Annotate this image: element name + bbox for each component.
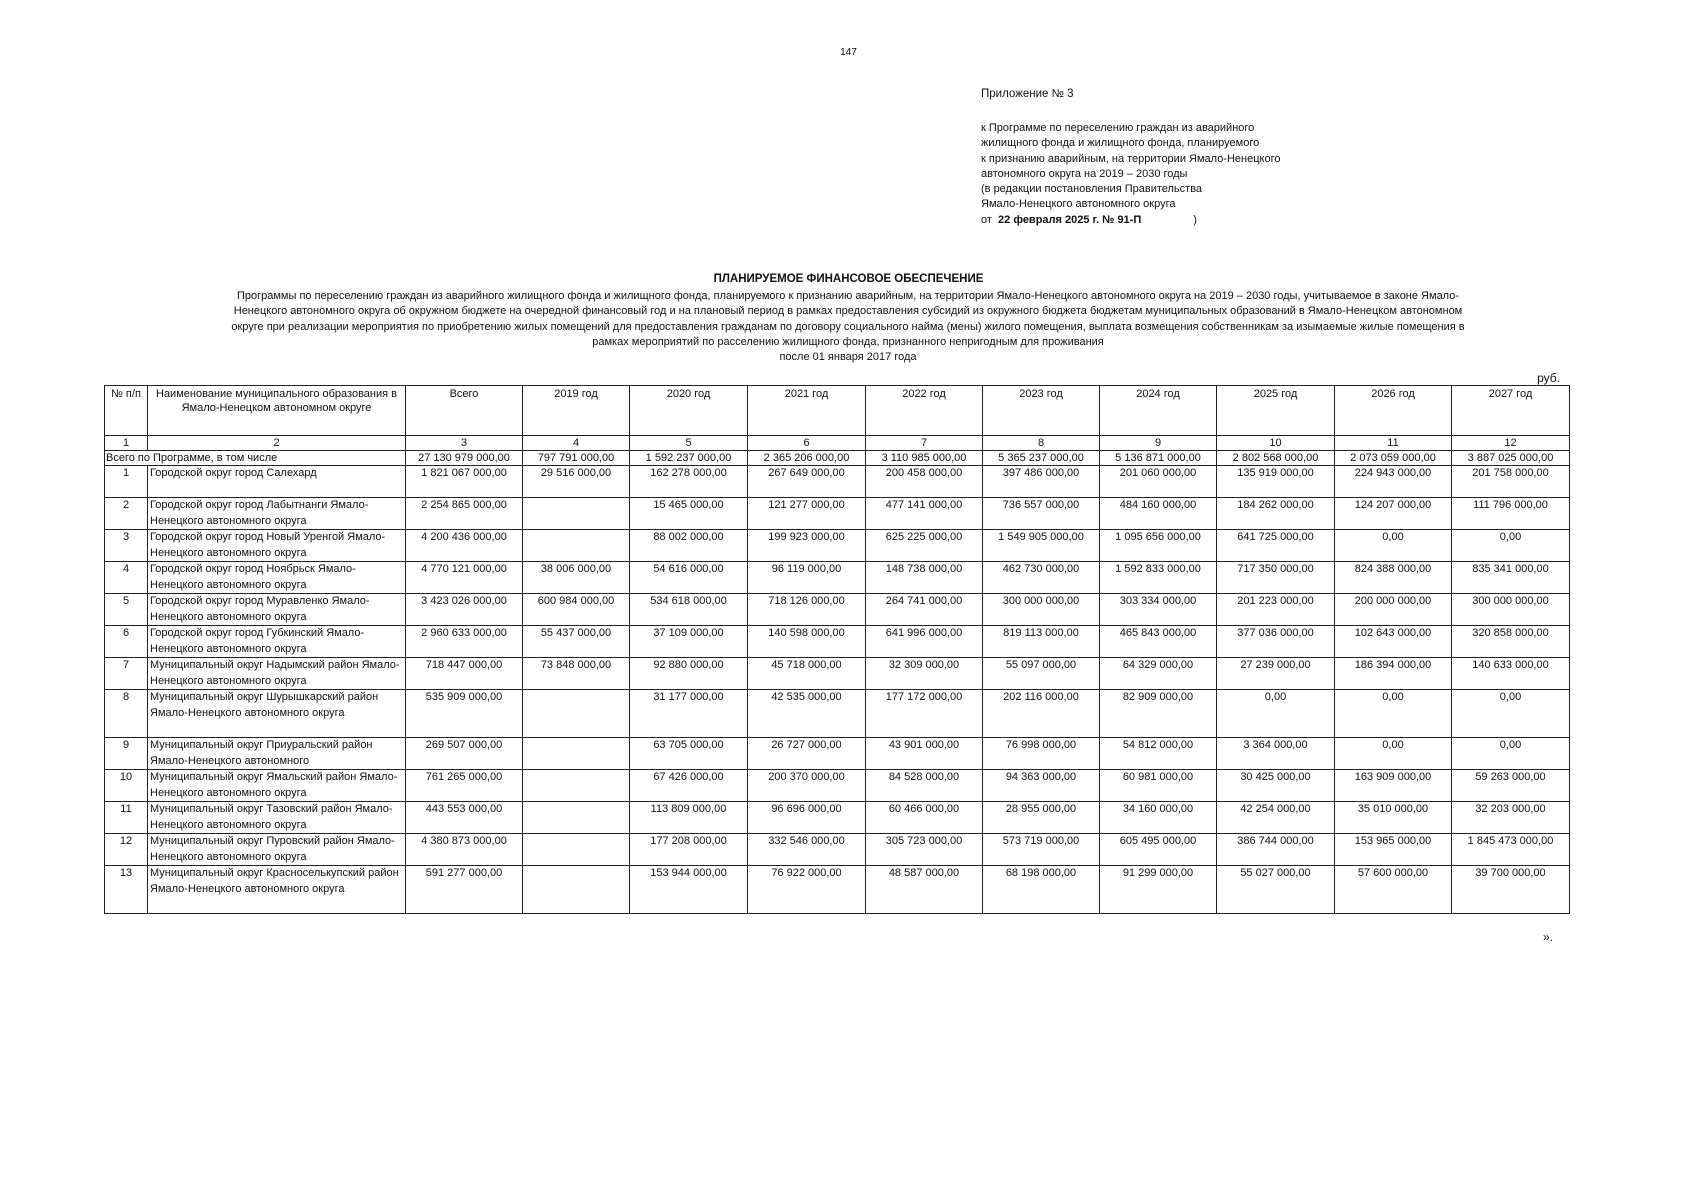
amount-cell: 102 643 000,00 [1335,626,1452,658]
table-row [105,530,1570,562]
total-value: 2 073 059 000,00 [1335,451,1452,466]
column-number: 10 [1217,436,1335,451]
resolution-date: 22 февраля 2025 г. № 91-П [998,213,1142,226]
amount-cell: 148 738 000,00 [866,562,983,594]
subtitle-line: округе при реализации мероприятия по приобретению жилых помещений для предоставления гражданам по договору социального найма (мены) жилого помещения, выплата возмещения собственникам за изымаемые жилые помещения в [231,320,1465,333]
document-title: ПЛАНИРУЕМОЕ ФИНАНСОВОЕ ОБЕСПЕЧЕНИЕ [713,273,984,285]
end-mark: ». [1543,930,1554,944]
amount-cell: 573 719 000,00 [983,834,1100,866]
amount-cell: 34 160 000,00 [1100,802,1217,834]
amount-cell: 443 553 000,00 [406,802,523,834]
amount-cell: 113 809 000,00 [630,802,748,834]
column-number: 3 [406,436,523,451]
table-row [105,562,1570,594]
table-row [105,690,1570,738]
amount-cell: 92 880 000,00 [630,658,748,690]
amount-cell: 397 486 000,00 [983,466,1100,498]
amount-cell: 82 909 000,00 [1100,690,1217,738]
amount-cell: 177 172 000,00 [866,690,983,738]
column-number: 12 [1452,436,1570,451]
header-row [105,386,1570,436]
page-number: 147 [840,47,857,58]
amount-cell: 534 618 000,00 [630,594,748,626]
amount-cell: 200 458 000,00 [866,466,983,498]
row-number: 9 [105,738,148,770]
amount-cell: 55 027 000,00 [1217,866,1335,914]
amount-cell: 1 095 656 000,00 [1100,530,1217,562]
currency-unit: руб. [1537,371,1560,385]
amount-cell: 535 909 000,00 [406,690,523,738]
amount-cell: 305 723 000,00 [866,834,983,866]
amount-cell: 386 744 000,00 [1217,834,1335,866]
row-number: 13 [105,866,148,914]
amount-cell: 819 113 000,00 [983,626,1100,658]
municipality-name: Городской округ город Муравленко Ямало-Ненецкого автономного округа [148,594,406,626]
amount-cell: 42 254 000,00 [1217,802,1335,834]
amount-cell [523,690,630,738]
amount-cell: 38 006 000,00 [523,562,630,594]
municipality-name: Муниципальный округ Ямальский район Ямало-Ненецкого автономного округа [148,770,406,802]
total-value: 5 365 237 000,00 [983,451,1100,466]
amount-cell: 761 265 000,00 [406,770,523,802]
appendix-title: Приложение № 3 [981,88,1074,100]
amount-cell: 76 922 000,00 [748,866,866,914]
amount-cell: 0,00 [1452,738,1570,770]
total-row [105,451,1570,466]
amount-cell: 1 821 067 000,00 [406,466,523,498]
amount-cell: 162 278 000,00 [630,466,748,498]
amount-cell: 48 587 000,00 [866,866,983,914]
amount-cell: 88 002 000,00 [630,530,748,562]
amount-cell: 0,00 [1335,738,1452,770]
amount-cell: 462 730 000,00 [983,562,1100,594]
amount-cell: 4 770 121 000,00 [406,562,523,594]
amount-cell: 124 207 000,00 [1335,498,1452,530]
total-value: 3 887 025 000,00 [1452,451,1570,466]
appendix-line: (в редакции постановления Правительства [981,183,1203,196]
amount-cell: 26 727 000,00 [748,738,866,770]
amount-cell: 39 700 000,00 [1452,866,1570,914]
amount-cell: 54 812 000,00 [1100,738,1217,770]
amount-cell: 84 528 000,00 [866,770,983,802]
municipality-name: Городской округ город Губкинский Ямало-Ненецкого автономного округа [148,626,406,658]
amount-cell: 641 996 000,00 [866,626,983,658]
municipality-name: Муниципальный округ Надымский район Ямало-Ненецкого автономного округа [148,658,406,690]
column-number: 7 [866,436,983,451]
amount-cell: 267 649 000,00 [748,466,866,498]
amount-cell: 0,00 [1335,530,1452,562]
municipality-name: Муниципальный округ Красноселькупский район Ямало-Ненецкого автономного округа [148,866,406,914]
amount-cell: 200 370 000,00 [748,770,866,802]
column-number-row [105,436,1570,451]
amount-cell [523,866,630,914]
document-subtitle [110,289,1586,365]
amount-cell: 67 426 000,00 [630,770,748,802]
amount-cell: 3 423 026 000,00 [406,594,523,626]
amount-cell: 68 198 000,00 [983,866,1100,914]
column-number: 5 [630,436,748,451]
amount-cell: 477 141 000,00 [866,498,983,530]
amount-cell [523,530,630,562]
row-number: 7 [105,658,148,690]
resolution-date-line [981,213,1280,228]
table-row [105,802,1570,834]
amount-cell: 0,00 [1452,690,1570,738]
total-value: 797 791 000,00 [523,451,630,466]
municipality-name: Городской округ город Новый Уренгой Ямало-Ненецкого автономного округа [148,530,406,562]
amount-cell: 300 000 000,00 [983,594,1100,626]
appendix-line: к Программе по переселению граждан из аварийного [981,122,1255,134]
amount-cell: 303 334 000,00 [1100,594,1217,626]
appendix-line: Ямало-Ненецкого автономного округа [981,198,1176,211]
row-number: 1 [105,466,148,498]
amount-cell: 320 858 000,00 [1452,626,1570,658]
header-cell: 2027 год [1452,386,1570,436]
municipality-name: Городской округ город Салехард [148,466,406,498]
amount-cell: 55 097 000,00 [983,658,1100,690]
amount-cell: 736 557 000,00 [983,498,1100,530]
amount-cell: 0,00 [1217,690,1335,738]
amount-cell: 332 546 000,00 [748,834,866,866]
amount-cell: 484 160 000,00 [1100,498,1217,530]
amount-cell: 28 955 000,00 [983,802,1100,834]
header-cell: 2024 год [1100,386,1217,436]
header-cell: 2021 год [748,386,866,436]
amount-cell: 377 036 000,00 [1217,626,1335,658]
row-number: 8 [105,690,148,738]
amount-cell: 45 718 000,00 [748,658,866,690]
amount-cell: 64 329 000,00 [1100,658,1217,690]
amount-cell: 1 845 473 000,00 [1452,834,1570,866]
amount-cell: 2 254 865 000,00 [406,498,523,530]
column-number: 9 [1100,436,1217,451]
amount-cell: 641 725 000,00 [1217,530,1335,562]
appendix-line: автономного округа на 2019 – 2030 годы [981,167,1188,180]
amount-cell: 43 901 000,00 [866,738,983,770]
amount-cell: 57 600 000,00 [1335,866,1452,914]
date-prefix: от [981,213,992,226]
column-number: 1 [105,436,148,451]
amount-cell: 300 000 000,00 [1452,594,1570,626]
amount-cell: 200 000 000,00 [1335,594,1452,626]
amount-cell: 1 592 833 000,00 [1100,562,1217,594]
appendix-line: жилищного фонда и жилищного фонда, планируемого [981,137,1260,150]
total-value: 2 365 206 000,00 [748,451,866,466]
amount-cell: 27 239 000,00 [1217,658,1335,690]
amount-cell: 32 309 000,00 [866,658,983,690]
amount-cell: 37 109 000,00 [630,626,748,658]
amount-cell: 32 203 000,00 [1452,802,1570,834]
amount-cell: 140 598 000,00 [748,626,866,658]
amount-cell: 163 909 000,00 [1335,770,1452,802]
amount-cell [523,498,630,530]
total-label: Всего по Программе, в том числе [105,451,406,466]
amount-cell: 2 960 633 000,00 [406,626,523,658]
municipality-name: Муниципальный округ Шурышкарский район Ямало-Ненецкого автономного округа [148,690,406,738]
amount-cell: 91 299 000,00 [1100,866,1217,914]
amount-cell: 35 010 000,00 [1335,802,1452,834]
row-number: 2 [105,498,148,530]
amount-cell: 15 465 000,00 [630,498,748,530]
amount-cell [523,834,630,866]
column-number: 11 [1335,436,1452,451]
amount-cell: 60 981 000,00 [1100,770,1217,802]
table-row [105,466,1570,498]
amount-cell: 717 350 000,00 [1217,562,1335,594]
header-cell: 2026 год [1335,386,1452,436]
appendix-line: к признанию аварийным, на территории Ямало-Ненецкого [981,152,1281,165]
amount-cell: 29 516 000,00 [523,466,630,498]
amount-cell [523,770,630,802]
column-number: 4 [523,436,630,451]
municipality-name: Городской округ город Лабытнанги Ямало-Ненецкого автономного округа [148,498,406,530]
table-row [105,498,1570,530]
amount-cell: 605 495 000,00 [1100,834,1217,866]
table-row [105,658,1570,690]
amount-cell: 0,00 [1452,530,1570,562]
amount-cell: 55 437 000,00 [523,626,630,658]
amount-cell: 718 447 000,00 [406,658,523,690]
table-row [105,594,1570,626]
amount-cell: 153 944 000,00 [630,866,748,914]
table-row [105,626,1570,658]
amount-cell [523,738,630,770]
table-row [105,770,1570,802]
table-body [105,436,1570,914]
row-number: 10 [105,770,148,802]
header-cell: 2022 год [866,386,983,436]
subtitle-line: Программы по переселению граждан из аварийного жилищного фонда и жилищного фонда, планируемого к признанию аварийным, на территории Ямало-Ненецкого автономного округа на 2019 – 2030 годы, учитываемое в законе Ямало- [236,290,1460,302]
total-value: 2 802 568 000,00 [1217,451,1335,466]
amount-cell: 600 984 000,00 [523,594,630,626]
amount-cell: 121 277 000,00 [748,498,866,530]
header-cell: 2023 год [983,386,1100,436]
row-number: 3 [105,530,148,562]
table-row [105,834,1570,866]
amount-cell: 718 126 000,00 [748,594,866,626]
amount-cell: 94 363 000,00 [983,770,1100,802]
municipality-name: Городской округ город Ноябрьск Ямало-Ненецкого автономного округа [148,562,406,594]
amount-cell: 202 116 000,00 [983,690,1100,738]
amount-cell: 824 388 000,00 [1335,562,1452,594]
row-number: 4 [105,562,148,594]
total-value: 27 130 979 000,00 [406,451,523,466]
table-row [105,738,1570,770]
municipality-name: Муниципальный округ Тазовский район Ямало-Ненецкого автономного округа [148,802,406,834]
appendix-text [981,121,1280,228]
amount-cell: 269 507 000,00 [406,738,523,770]
amount-cell: 201 758 000,00 [1452,466,1570,498]
amount-cell: 177 208 000,00 [630,834,748,866]
row-number: 5 [105,594,148,626]
amount-cell: 465 843 000,00 [1100,626,1217,658]
amount-cell: 835 341 000,00 [1452,562,1570,594]
total-value: 3 110 985 000,00 [866,451,983,466]
amount-cell: 591 277 000,00 [406,866,523,914]
amount-cell: 264 741 000,00 [866,594,983,626]
amount-cell: 184 262 000,00 [1217,498,1335,530]
amount-cell: 96 119 000,00 [748,562,866,594]
header-cell: 2019 год [523,386,630,436]
row-number: 11 [105,802,148,834]
amount-cell: 42 535 000,00 [748,690,866,738]
row-number: 12 [105,834,148,866]
subtitle-line: после 01 января 2017 года [779,351,917,364]
amount-cell: 73 848 000,00 [523,658,630,690]
amount-cell [523,802,630,834]
municipality-name: Муниципальный округ Пуровский район Ямало-Ненецкого автономного округа [148,834,406,866]
header-cell: Всего [406,386,523,436]
amount-cell: 1 549 905 000,00 [983,530,1100,562]
amount-cell: 224 943 000,00 [1335,466,1452,498]
header-cell: Наименование муниципального образования в Ямало-Ненецком автономном округе [148,386,406,436]
amount-cell: 135 919 000,00 [1217,466,1335,498]
amount-cell: 140 633 000,00 [1452,658,1570,690]
amount-cell: 186 394 000,00 [1335,658,1452,690]
amount-cell: 76 998 000,00 [983,738,1100,770]
header-cell: 2020 год [630,386,748,436]
amount-cell: 0,00 [1335,690,1452,738]
amount-cell: 31 177 000,00 [630,690,748,738]
amount-cell: 60 466 000,00 [866,802,983,834]
amount-cell: 201 223 000,00 [1217,594,1335,626]
amount-cell: 201 060 000,00 [1100,466,1217,498]
municipality-name: Муниципальный округ Приуральский район Ямало-Ненецкого автономного [148,738,406,770]
financing-table [104,385,1570,914]
amount-cell: 199 923 000,00 [748,530,866,562]
amount-cell: 59 263 000,00 [1452,770,1570,802]
amount-cell: 153 965 000,00 [1335,834,1452,866]
table-row [105,866,1570,914]
row-number: 6 [105,626,148,658]
header-cell: № п/п [105,386,148,436]
date-suffix: ) [1193,213,1197,226]
amount-cell: 3 364 000,00 [1217,738,1335,770]
total-value: 5 136 871 000,00 [1100,451,1217,466]
amount-cell: 96 696 000,00 [748,802,866,834]
column-number: 2 [148,436,406,451]
amount-cell: 625 225 000,00 [866,530,983,562]
subtitle-line: Ненецкого автономного округа об окружном бюджете на очередной финансовый год и на плановый период в рамках предоставления субсидий из окружного бюджета бюджетам муниципальных образований в Ямало-Ненецком автономном [233,305,1463,318]
amount-cell: 4 380 873 000,00 [406,834,523,866]
amount-cell: 63 705 000,00 [630,738,748,770]
amount-cell: 4 200 436 000,00 [406,530,523,562]
subtitle-line: рамках мероприятий по расселению жилищного фонда, признанного непригодным для проживания [592,335,1104,348]
amount-cell: 54 616 000,00 [630,562,748,594]
total-value: 1 592 237 000,00 [630,451,748,466]
amount-cell: 30 425 000,00 [1217,770,1335,802]
column-number: 8 [983,436,1100,451]
header-cell: 2025 год [1217,386,1335,436]
amount-cell: 111 796 000,00 [1452,498,1570,530]
column-number: 6 [748,436,866,451]
